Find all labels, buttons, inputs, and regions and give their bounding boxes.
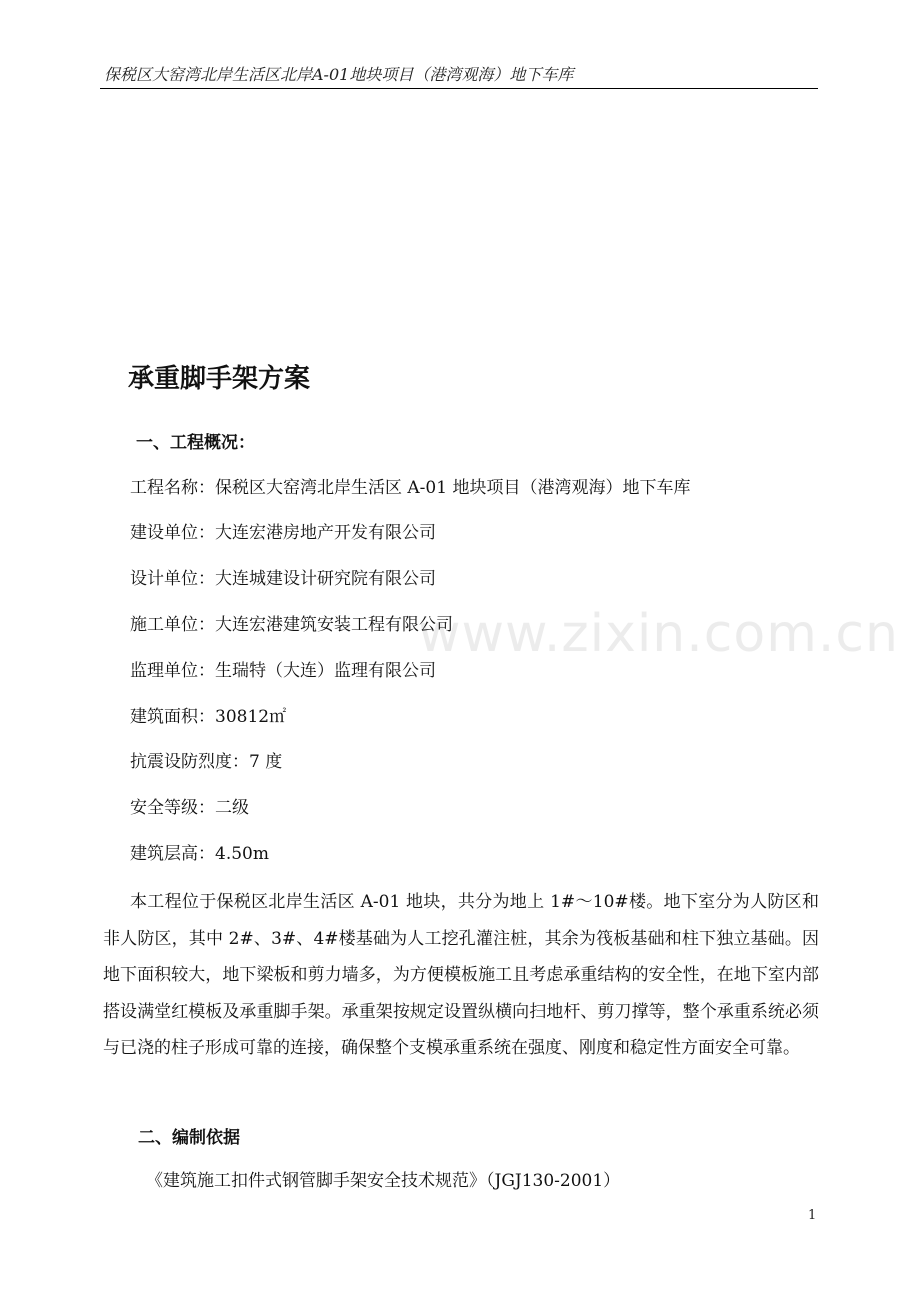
field-designer: 设计单位：大连城建设计研究院有限公司 (130, 569, 436, 589)
section-heading-overview: 一、工程概况： (136, 433, 255, 453)
watermark: www.zixin.com.cn (418, 604, 899, 664)
header-divider (100, 88, 818, 89)
field-project-name: 工程名称：保税区大窑湾北岸生活区 A-01 地块项目（港湾观海）地下车库 (130, 478, 691, 498)
document-title: 承重脚手架方案 (128, 364, 311, 394)
overview-paragraph: 本工程位于保税区北岸生活区 A-01 地块，共分为地上 1#～10#楼。地下室分为人防区和非人防区，其中 2#、3#、4#楼基础为人工挖孔灌注桩，其余为筏板基础和柱下独立基础。因地下面积较大，地下梁板和剪力墙多，为方便模板施工且考虑承重结构的安全性，在地下室内部搭设满堂红模板及承重脚手架。承重架按规定设置纵横向扫地杆、剪刀撑等，整个承重系统必须与已浇的柱子形成可靠的连接，确保整个支模承重系统在强度、刚度和稳定性方面安全可靠。 (103, 892, 819, 1058)
field-floor-area: 建筑面积：30812㎡ (130, 707, 287, 727)
running-header: 保税区大窑湾北岸生活区北岸A-01地块项目（港湾观海）地下车库 (104, 65, 574, 84)
field-supervisor: 监理单位：生瑞特（大连）监理有限公司 (130, 661, 436, 681)
reference-standard: 《建筑施工扣件式钢管脚手架安全技术规范》（JGJ130-2001） (146, 1171, 621, 1191)
field-contractor: 施工单位：大连宏港建筑安装工程有限公司 (130, 615, 453, 635)
field-safety-grade: 安全等级：二级 (130, 798, 249, 818)
field-seismic-intensity: 抗震设防烈度：7 度 (130, 752, 283, 772)
field-storey-height: 建筑层高：4.50m (130, 844, 269, 864)
field-developer: 建设单位：大连宏港房地产开发有限公司 (130, 523, 436, 543)
page-number: 1 (808, 1208, 817, 1223)
section-heading-basis: 二、编制依据 (138, 1128, 240, 1148)
